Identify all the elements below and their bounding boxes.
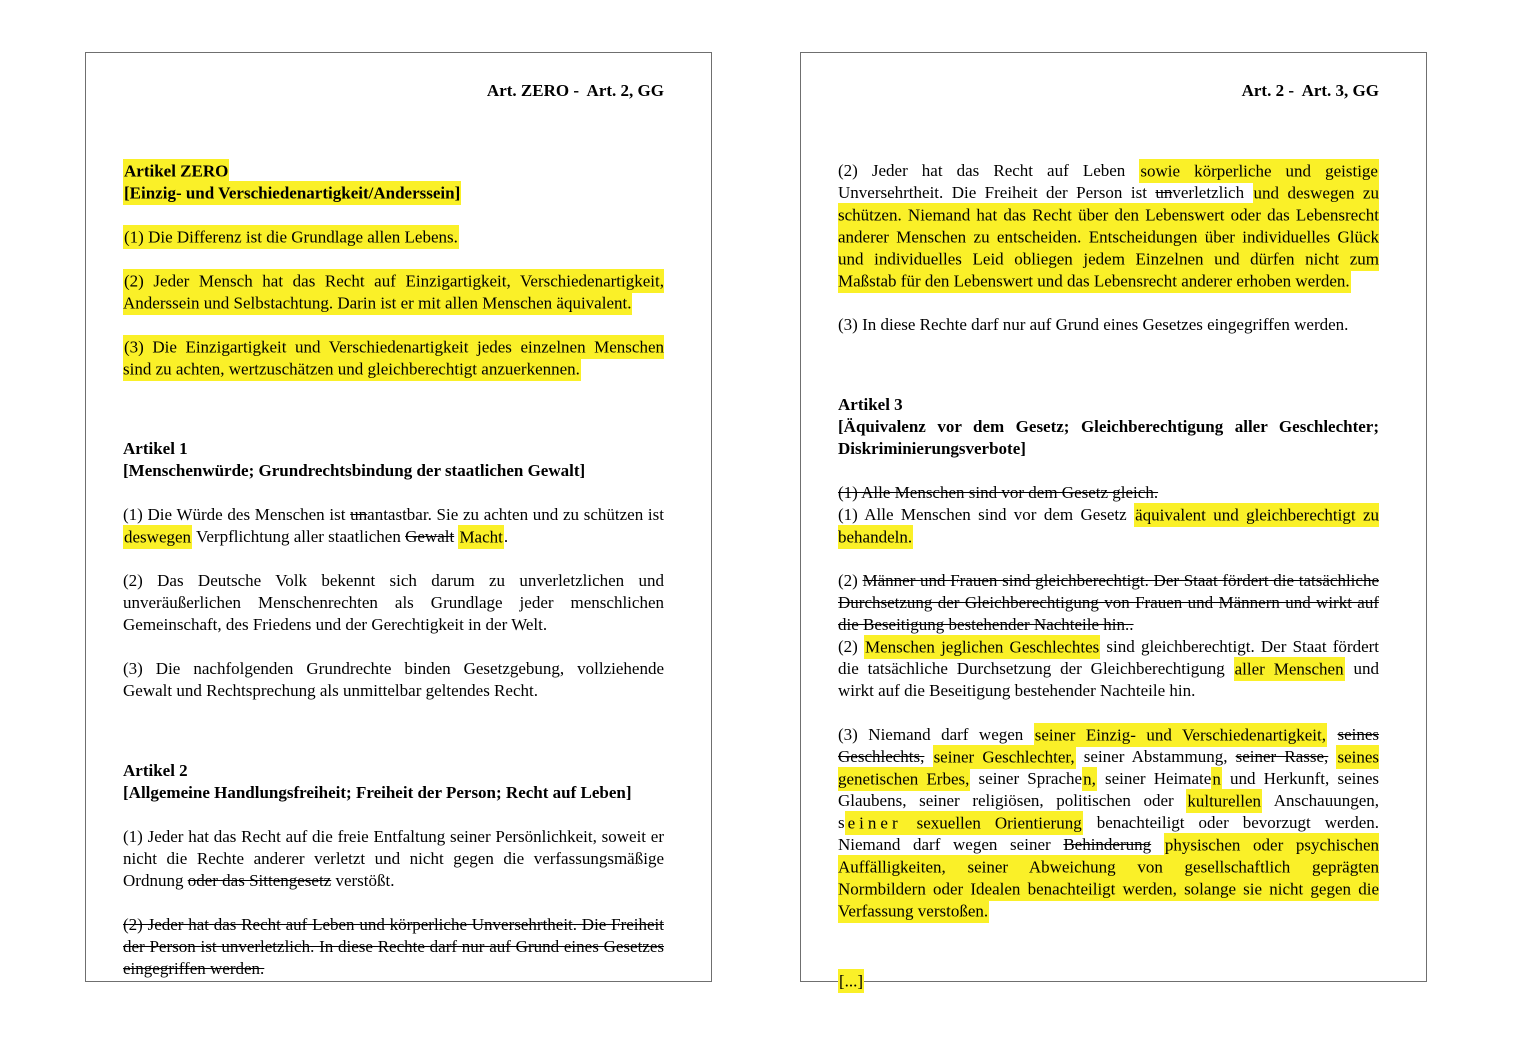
struck-text: (2) Jeder hat das Recht auf Leben und körperliche Unversehrtheit. Die Freiheit der Person ist unverletzlich. In diese Rechte darf nur auf Grund eines Gesetzes eingegriffen werden.: [123, 915, 664, 978]
highlighted-text: seines genetischen Erbes,: [838, 745, 1379, 791]
text-run: [Allgemeine Handlungsfreiheit; Freiheit der Person; Recht auf Leben]: [123, 783, 632, 802]
paragraph: [123, 504, 664, 548]
text-run: Unversehrtheit. Die Freiheit der Person ist: [838, 183, 1156, 202]
struck-text: Gewalt: [405, 527, 455, 546]
text-run: sind gleichberechtigt. Der Staat fördert die tatsächliche Durchsetzung der Gleichberechtigung: [838, 637, 1379, 678]
text-run: [Äquivalenz vor dem Gesetz; Gleichberechtigung aller Geschlechter; Diskriminierungsverbote]: [838, 417, 1379, 458]
highlighted-text: aller Menschen: [1234, 657, 1345, 681]
highlighted-text: sowie körperliche und geistige: [1139, 159, 1379, 183]
paragraph: [123, 570, 664, 636]
paragraph: [123, 226, 664, 248]
text-run: (2) Jeder hat das Recht auf Leben: [838, 161, 1140, 180]
text-run: Anschauungen, s: [838, 791, 1379, 832]
text-run: Artikel 1: [123, 439, 188, 458]
struck-text: seiner Rasse,: [1235, 747, 1329, 766]
paragraph: [838, 724, 1379, 922]
text-run: und wirkt auf die Beseitigung bestehender Nachteile hin.: [838, 659, 1379, 700]
text-run: verletzlich: [1172, 183, 1253, 202]
highlighted-text: sexuellen Orientierung: [902, 811, 1083, 835]
paragraph: [838, 482, 1379, 548]
text-run: (1) Jeder hat das Recht auf die freie Entfaltung seiner Persönlichkeit, soweit er nicht die Rechte anderer verletzt und nicht gegen die verfassungsmäßige Ordnung: [123, 827, 664, 890]
paragraph: [838, 160, 1379, 292]
paragraph: [123, 658, 664, 702]
text-run: (1) Die Würde des Menschen ist: [123, 505, 351, 524]
struck-text: Männer und Frauen sind gleichberechtigt. Der Staat fördert die tatsächliche Durchsetzung der Gleichberechtigung von Frauen und Männern und wirkt auf die Beseitigung bestehender Nachteile hin..: [838, 571, 1379, 634]
text-run: Verpflichtung aller staatlichen: [192, 527, 406, 546]
highlighted-text: äquivalent und gleichberechtigt zu behandeln.: [838, 503, 1379, 549]
text-run: .: [503, 527, 509, 546]
article-heading: [123, 760, 664, 804]
text-run: seiner Abstammung,: [1075, 747, 1236, 766]
paragraph: [123, 336, 664, 380]
article-heading: [838, 394, 1379, 460]
highlighted-text: [...]: [838, 969, 864, 993]
text-run: (3) In diese Rechte darf nur auf Grund eines Gesetzes eingegriffen werden.: [838, 315, 1349, 334]
page-header: Art. ZERO - Art. 2, GG: [486, 81, 664, 100]
page-left: [85, 52, 712, 982]
highlighted-text: physischen oder psychischen Auffälligkeiten, seiner Abweichung von gesellschaftlich geprägten Normbildern oder Idealen benachteiligt werden, solange sie nicht gegen die Verfassung verstoßen.: [838, 833, 1379, 923]
highlighted-text: n: [1211, 767, 1222, 791]
text-run: (2) Das Deutsche Volk bekennt sich darum zu unverletzlichen und unveräußerlichen Menschenrechten als Grundlage jeder menschlichen Gemeinschaft, des Friedens und der Gerechtigkeit in der Welt.: [123, 571, 664, 634]
page-header: Art. 2 - Art. 3, GG: [1241, 81, 1379, 100]
highlighted-text: und deswegen zu schützen. Niemand hat das Recht über den Lebenswert oder das Lebensrecht anderer Menschen zu entscheiden. Entscheidungen über individuelles Glück und individuelles Leid obliegen jedem Einzelnen und dürfen nicht zum Maßstab für den Lebenswert und das Lebensrecht anderer erhoben werden.: [838, 181, 1379, 293]
highlighted-text: einer: [845, 811, 902, 835]
highlighted-text: [Einzig- und Verschiedenartigkeit/Anderssein]: [123, 181, 461, 205]
highlighted-text: Menschen jeglichen Geschlechtes: [864, 635, 1100, 659]
paragraph: [123, 826, 664, 892]
highlighted-text: n,: [1082, 767, 1097, 791]
text-run: Artikel 3: [838, 395, 903, 414]
highlighted-text: seiner Einzig- und Verschiedenartigkeit,: [1034, 723, 1327, 747]
article-heading: [123, 438, 664, 482]
highlighted-text: (1) Die Differenz ist die Grundlage allen Lebens.: [123, 225, 459, 249]
paragraph: [838, 970, 1379, 992]
paragraph: [838, 314, 1379, 336]
text-run: antastbar. Sie zu achten und zu schützen ist: [367, 505, 664, 524]
text-run: verstößt.: [331, 871, 395, 890]
struck-text: un: [350, 505, 368, 524]
text-run: (2): [838, 571, 863, 590]
highlighted-text: seiner Geschlechter,: [933, 745, 1076, 769]
text-run: Artikel 2: [123, 761, 188, 780]
page-content: [123, 160, 664, 980]
struck-text: oder das Sittengesetz: [187, 871, 332, 890]
struck-text: Behinderung: [1063, 835, 1152, 854]
highlighted-text: (3) Die Einzigartigkeit und Verschiedenartigkeit jedes einzelnen Menschen sind zu achten, wertzuschätzen und gleichberechtigt anzuerkennen.: [123, 335, 664, 381]
highlighted-text: (2) Jeder Mensch hat das Recht auf Einzigartigkeit, Verschiedenartigkeit, Anderssein und Selbstachtung. Darin ist er mit allen Menschen äquivalent.: [123, 269, 664, 315]
text-run: [1151, 835, 1164, 854]
text-run: (2): [838, 637, 865, 656]
text-run: [1327, 725, 1337, 744]
text-run: (1) Alle Menschen sind vor dem Gesetz: [838, 505, 1135, 524]
struck-text: seines Geschlechts,: [838, 725, 1380, 766]
page-content: [838, 160, 1379, 992]
text-run: und Herkunft, seines Glaubens, seiner religiösen, politischen oder: [838, 769, 1379, 810]
article-heading: [123, 160, 664, 204]
text-run: seiner Heimate: [1096, 769, 1212, 788]
highlighted-text: deswegen: [123, 525, 192, 549]
struck-text: un: [1155, 183, 1173, 202]
paragraph: [123, 914, 664, 980]
text-run: [Menschenwürde; Grundrechtsbindung der staatlichen Gewalt]: [123, 461, 586, 480]
highlighted-text: Artikel ZERO: [123, 159, 229, 183]
highlighted-text: Macht: [458, 525, 503, 549]
text-run: benachteiligt oder bevorzugt werden. Niemand darf wegen seiner: [838, 813, 1380, 854]
struck-text: (1) Alle Menschen sind vor dem Gesetz gleich.: [838, 483, 1159, 502]
highlighted-text: kulturellen: [1186, 789, 1262, 813]
text-run: (3) Niemand darf wegen: [838, 725, 1034, 744]
text-run: (3) Die nachfolgenden Grundrechte binden Gesetzgebung, vollziehende Gewalt und Rechtsprechung als unmittelbar geltendes Recht.: [123, 659, 664, 700]
paragraph: [838, 570, 1379, 702]
text-run: seiner Sprache: [970, 769, 1083, 788]
page-right: [800, 52, 1427, 990]
text-run: [924, 747, 932, 766]
paragraph: [123, 270, 664, 314]
